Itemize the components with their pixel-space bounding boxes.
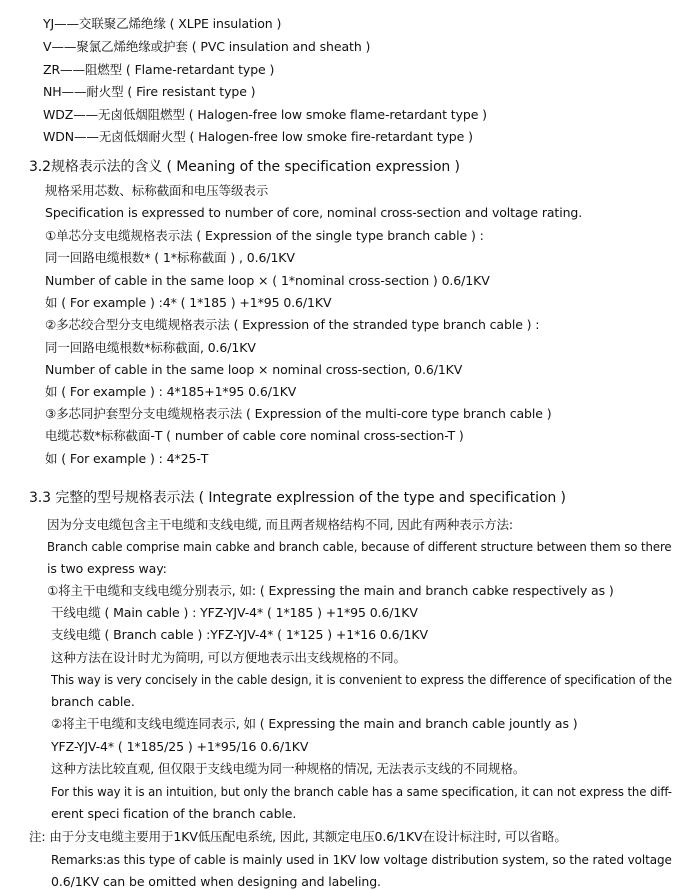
abbr-nh: NH——耐火型 ( Fire resistant type ): [43, 84, 256, 99]
paragraph-line: 如 ( For example ) : 4*185+1*95 0.6/1KV: [45, 384, 297, 399]
note-line: 注: 由于分支电缆主要用于1KV低压配电系统, 因此, 其额定电压0.6/1KV在设计标注时, 可以省略。: [29, 829, 567, 844]
paragraph-line: 如 ( For example ) : 4*25-T: [45, 451, 209, 466]
paragraph-line: 干线电缆 ( Main cable ) : YFZ-YJV-4* ( 1*185 ) +1*95 0.6/1KV: [51, 605, 418, 620]
paragraph-line: is two express way:: [47, 561, 167, 576]
abbr-wdn: WDN——无卤低烟耐火型 ( Halogen-free low smoke fire-retardant type ): [43, 129, 473, 144]
remarks-line: 0.6/1KV can be omitted when designing and labeling.: [51, 874, 381, 889]
paragraph-line: ③多芯同护套型分支电缆规格表示法 ( Expression of the multi-core type branch cable ): [45, 406, 552, 421]
paragraph-line: 因为分支电缆包含主干电缆和支线电缆, 而且两者规格结构不同, 因此有两种表示方法:: [47, 517, 514, 532]
paragraph-line: 同一回路电缆根数*标称截面, 0.6/1KV: [45, 340, 256, 355]
section-3-2-heading: 3.2规格表示法的含义 ( Meaning of the specification expression ): [29, 159, 460, 175]
abbr-v: V——聚氯乙烯绝缘或护套 ( PVC insulation and sheath ): [43, 39, 371, 54]
remarks-line: Remarks:as this type of cable is mainly used in 1KV low voltage distribution system, so the rated voltage: [51, 852, 672, 867]
paragraph-line: Number of cable in the same loop × ( 1*nominal cross-section ) 0.6/1KV: [45, 273, 490, 288]
paragraph-line: ①将主干电缆和支线电缆分别表示, 如: ( Expressing the main and branch cabke respectively as ): [47, 583, 614, 598]
paragraph-line: This way is very concisely in the cable design, it is convenient to express the difference of specification of the: [51, 672, 673, 687]
paragraph-line: Number of cable in the same loop × nominal cross-section, 0.6/1KV: [45, 362, 463, 377]
paragraph-line: 同一回路电缆根数* ( 1*标称截面 ) , 0.6/1KV: [45, 250, 295, 265]
paragraph-line: 如 ( For example ) :4* ( 1*185 ) +1*95 0.6/1KV: [45, 295, 332, 310]
paragraph-line: Branch cable comprise main cabke and branch cable, because of different structure between them so there: [47, 539, 672, 554]
paragraph-line: Specification is expressed to number of core, nominal cross-section and voltage rating.: [45, 205, 583, 220]
paragraph-line: 规格采用芯数、标称截面和电压等级表示: [45, 183, 269, 198]
abbr-wdz: WDZ——无卤低烟阻燃型 ( Halogen-free low smoke flame-retardant type ): [43, 107, 487, 122]
paragraph-line: ②将主干电缆和支线电缆连同表示, 如 ( Expressing the main and branch cable jountly as ): [51, 716, 578, 731]
paragraph-line: ①单芯分支电缆规格表示法 ( Expression of the single type branch cable ) :: [45, 228, 484, 243]
section-3-3-heading: 3.3 完整的型号规格表示法 ( Integrate explression of the type and specification ): [29, 490, 566, 506]
paragraph-line: branch cable.: [51, 694, 135, 709]
paragraph-line: 支线电缆 ( Branch cable ) :YFZ-YJV-4* ( 1*125 ) +1*16 0.6/1KV: [51, 627, 428, 642]
abbr-yj: YJ——交联聚乙烯绝缘 ( XLPE insulation ): [43, 16, 282, 31]
paragraph-line: For this way it is an intuition, but only the branch cable has a same specification, it can not express the diff-: [51, 784, 672, 799]
paragraph-line: YFZ-YJV-4* ( 1*185/25 ) +1*95/16 0.6/1KV: [51, 739, 309, 754]
paragraph-line: ②多芯绞合型分支电缆规格表示法 ( Expression of the stranded type branch cable ) :: [45, 317, 540, 332]
paragraph-line: 电缆芯数*标称截面-T ( number of cable core nominal cross-section-T ): [45, 428, 464, 443]
abbr-zr: ZR——阻燃型 ( Flame-retardant type ): [43, 62, 275, 77]
paragraph-line: 这种方法在设计时尤为简明, 可以方便地表示出支线规格的不同。: [51, 650, 406, 665]
paragraph-line: 这种方法比较直观, 但仅限于支线电缆为同一种规格的情况, 无法表示支线的不同规格。: [51, 761, 526, 776]
paragraph-line: erent speci fication of the branch cable.: [51, 806, 297, 821]
